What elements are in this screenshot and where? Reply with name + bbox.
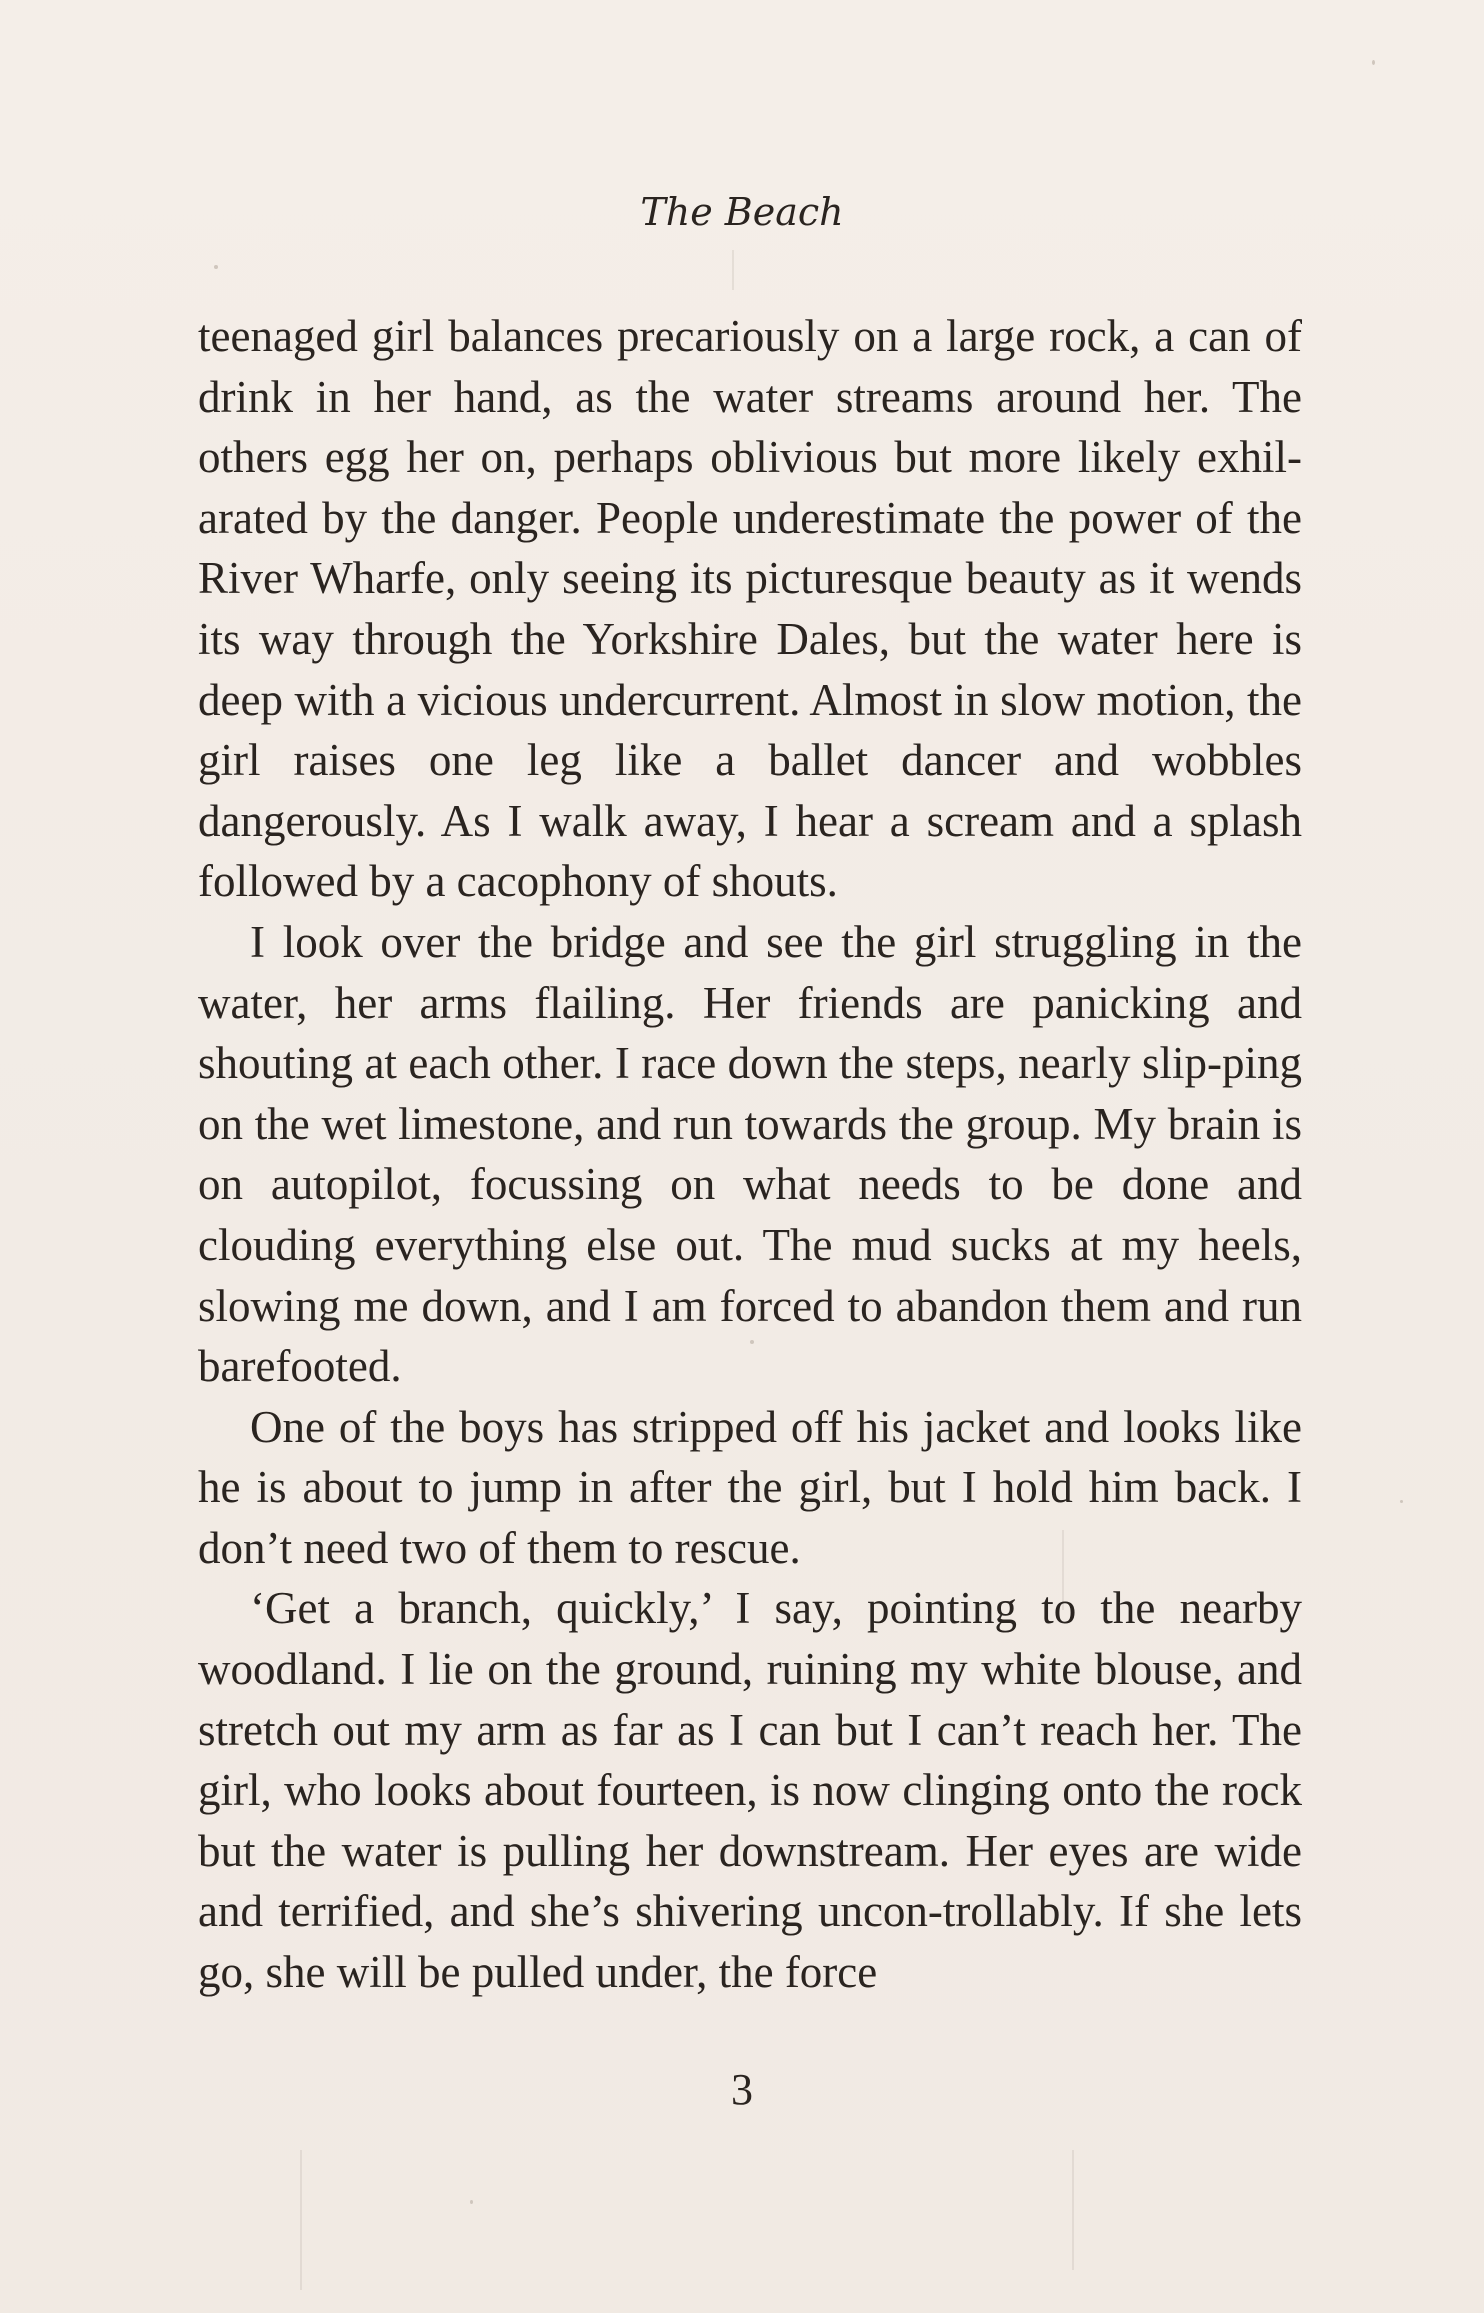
paper-crease <box>300 2150 302 2290</box>
paragraph: teenaged girl balances precariously on a large rock, a can of drink in her hand, as the water streams around her. The others egg her on, perhaps oblivious but more likely exhil-arated by the danger. People underestimate the power of the River Wharfe, only seeing its picturesque beauty as it wends its way through the Yorkshire Dales, but the water here is deep with a vicious undercurrent. Almost in slow motion, the girl raises one leg like a ballet dancer and wobbles dangerously. As I walk away, I hear a scream and a splash followed by a cacophony of shouts. <box>198 311 1302 907</box>
paper-speck <box>1372 60 1375 65</box>
body-text <box>198 306 1302 2003</box>
page-number: 3 <box>731 2065 753 2114</box>
paper-speck <box>470 2200 473 2204</box>
running-head-title: The Beach <box>640 190 844 234</box>
paragraph: ‘Get a branch, quickly,’ I say, pointing to the nearby woodland. I lie on the ground, ruining my white blouse, and stretch out my arm as far as I can but I can’t reach her. The girl, who looks about fourteen, is now clinging onto the rock but the water is pulling her downstream. Her eyes are wide and terrified, and she’s shivering uncon-trollably. If she lets go, she will be pulled under, the force <box>198 1583 1302 1998</box>
paper-speck <box>1400 1500 1403 1503</box>
paper-speck <box>214 265 218 269</box>
paper-crease <box>1072 2150 1074 2270</box>
paper-crease <box>732 250 734 290</box>
paragraph: One of the boys has stripped off his jacket and looks like he is about to jump in after the girl, but I hold him back. I don’t need two of them to rescue. <box>198 1401 1302 1573</box>
paragraph: I look over the bridge and see the girl struggling in the water, her arms flailing. Her friends are panicking and shouting at each other. I race down the steps, nearly slip-ping on the wet limestone, and run towards the group. My brain is on autopilot, focussing on what needs to be done and clouding everything else out. The mud sucks at my heels, slowing me down, and I am forced to abandon them and run barefooted. <box>198 916 1302 1392</box>
